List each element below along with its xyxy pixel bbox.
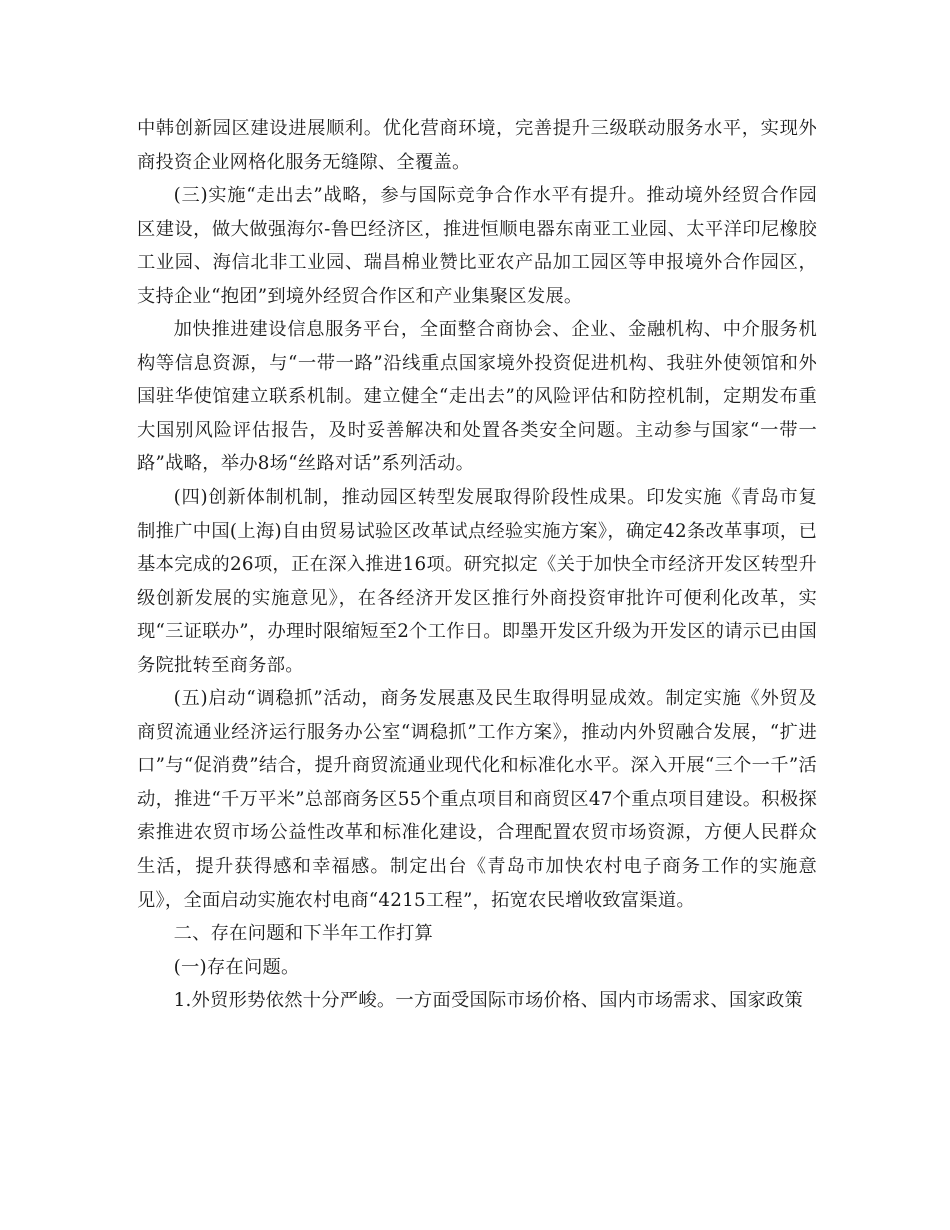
paragraph-institutional-innovation: (四)创新体制机制，推动园区转型发展取得阶段性成果。印发实施《青岛市复制推广中国(上海)自由贸易试验区改革试点经验实施方案》，确定42条改革事项，已基本完成的26项，正在深入推进16项。研究拟定《关于加快全市经济开发区转型升级创新发展的实施意见》，在各经济开发区推行外商投资审批许可便利化改革，实现“三证联办”，办理时限缩短至2个工作日。即墨开发区升级为开发区的请示已由国务院批转至商务部。 <box>137 487 817 676</box>
paragraph-zhonghan-park: 中韩创新园区建设进展顺利。优化营商环境，完善提升三级联动服务水平，实现外商投资企业网格化服务无缝隙、全覆盖。 <box>137 118 817 173</box>
paragraph-info-platform: 加快推进建设信息服务平台，全面整合商协会、企业、金融机构、中介服务机构等信息资源，与“一带一路”沿线重点国家境外投资促进机构、我驻外使领馆和外国驻华使馆建立联系机制。建立健全“走出去”的风险评估和防控机制，定期发布重大国别风险评估报告，及时妥善解决和处置各类安全问题。主动参与国家“一带一路”战略，举办8场“丝路对话”系列活动。 <box>137 319 817 475</box>
paragraph-stabilize-activity: (五)启动“调稳抓”活动，商务发展惠及民生取得明显成效。制定实施《外贸及商贸流通业经济运行服务办公室“调稳抓”工作方案》，推动内外贸融合发展，“扩进口”与“促消费”结合，提升商贸流通业现代化和标准化水平。深入开展“三个一千”活动，推进“千万平米”总部商务区55个重点项目和商贸区47个重点项目建设。积极探索推进农贸市场公益性改革和标准化建设，合理配置农贸市场资源，方便人民群众生活，提升获得感和幸福感。制定出台《青岛市加快农村电子商务工作的实施意见》，全面启动实施农村电商“4215工程”，拓宽农民增收致富渠道。 <box>137 688 817 911</box>
document-body <box>137 112 817 1018</box>
paragraph-foreign-trade-situation: 1.外贸形势依然十分严峻。一方面受国际市场价格、国内市场需求、国家政策 <box>173 990 804 1012</box>
section-heading-problems-plans: 二、存在问题和下半年工作打算 <box>173 923 434 945</box>
subsection-heading-problems: (一)存在问题。 <box>173 956 300 978</box>
paragraph-going-global: (三)实施“走出去”战略，参与国际竞争合作水平有提升。推动境外经贸合作园区建设，做大做强海尔-鲁巴经济区，推进恒顺电器东南亚工业园、太平洋印尼橡胶工业园、海信北非工业园、瑞昌棉业赞比亚农产品加工园区等申报境外合作园区，支持企业“抱团”到境外经贸合作区和产业集聚区发展。 <box>137 185 817 307</box>
